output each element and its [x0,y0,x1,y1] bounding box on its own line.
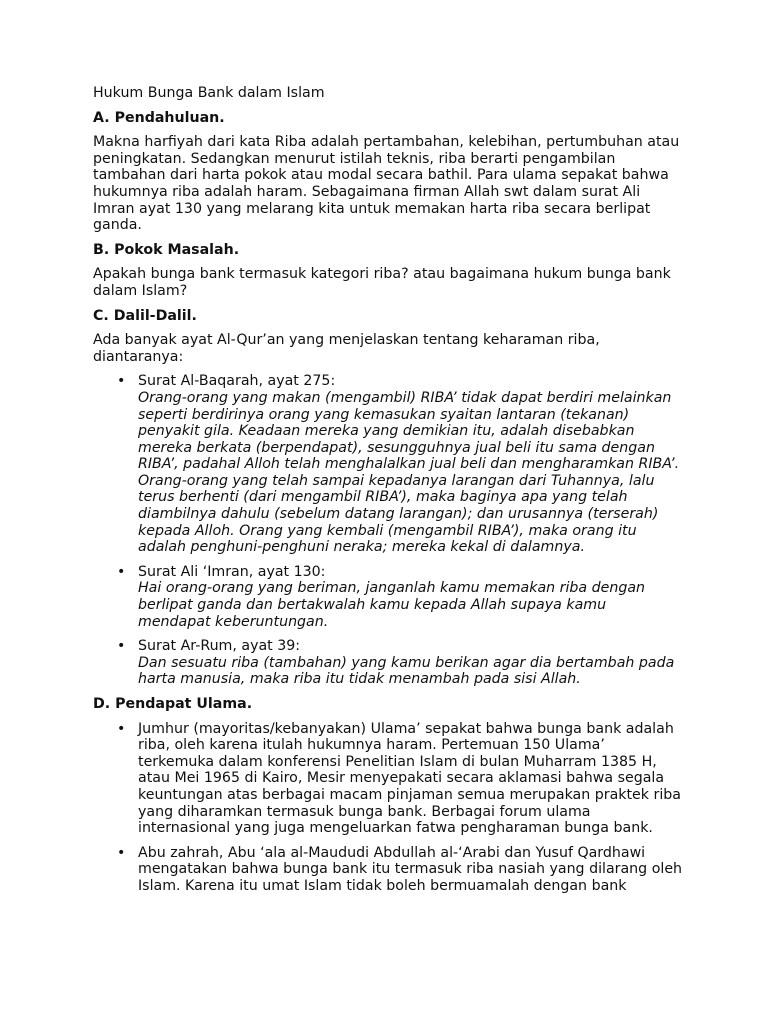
opinion-text: Abu zahrah, Abu ‘ala al-Maududi Abdullah al-‘Arabi dan Yusuf Qardhawi mengatakan bahwa bunga bank itu termasuk riba nasiah yang dilarang oleh Islam. Karena itu umat Islam tidak boleh bermuamalah dengan bank [138,844,683,894]
verse-text: Hai orang-orang yang beriman, janganlah kamu memakan riba dengan berlipat ganda dan bertakwalah kamu kepada Allah supaya kamu mendapat keberuntungan. [138,580,646,630]
section-b-heading: B. Pokok Masalah. [93,241,240,258]
section-c-heading: C. Dalil-Dalil. [93,307,197,324]
bullet-icon: • [117,720,126,737]
section-a-paragraph: Makna harfiyah dari kata Riba adalah pertambahan, kelebihan, pertumbuhan atau peningkatan. Sedangkan menurut istilah teknis, riba berarti pengambilan tambahan dari harta pokok atau modal secara bathil. Para ulama sepakat bahwa hukumnya riba adalah haram. Sebagaimana firman Allah swt dalam surat Ali Imran ayat 130 yang melarang kita untuk memakan harta riba secara berlipat ganda. [93,134,680,234]
section-c-paragraph: Ada banyak ayat Al-Qur’an yang menjelaskan tentang keharaman riba, diantaranya: [93,332,600,365]
list-item-verse [93,373,683,556]
list-item-verse [93,638,683,688]
bullet-icon: • [117,844,126,861]
section-d-heading: D. Pendapat Ulama. [93,696,253,712]
document-page [93,85,683,903]
list-item-verse [93,564,683,630]
opinion-text: Jumhur (mayoritas/kebanyakan) Ulama’ sepakat bahwa bunga bank adalah riba, oleh karena itulah hukumnya haram. Pertemuan 150 Ulama’ terkemuka dalam konferensi Penelitian Islam di bulan Muharram 1385 H, atau Mei 1965 di Kairo, Mesir menyepakati secara aklamasi bahwa segala keuntungan atas berbagai macam pinjaman semua merupakan praktek riba yang diharamkan termasuk bunga bank. Berbagai forum ulama internasional yang juga mengeluarkan fatwa pengharaman bunga bank. [138,720,681,837]
verse-text: Dan sesuatu riba (tambahan) yang kamu berikan agar dia bertambah pada harta manusia, maka riba itu tidak menambah pada sisi Allah. [138,654,675,688]
list-item-opinion [93,721,683,837]
verse-reference: Surat Ali ‘Imran, ayat 130: [138,563,326,580]
bullet-icon: • [117,373,126,390]
section-b-paragraph: Apakah bunga bank termasuk kategori riba? atau bagaimana hukum bunga bank dalam Islam? [93,266,671,299]
verse-reference: Surat Ar-Rum, ayat 39: [138,638,301,655]
verse-list [93,373,683,688]
opinion-list [93,721,683,895]
document-title: Hukum Bunga Bank dalam Islam [93,85,325,101]
verse-reference: Surat Al-Baqarah, ayat 275: [138,373,336,390]
section-a-heading: A. Pendahuluan. [93,109,225,126]
verse-text: Orang-orang yang makan (mengambil) RIBA’ tidak dapat berdiri melainkan seperti berdirinya orang yang kemasukan syaitan lantaran (tekanan) penyakit gila. Keadaan mereka yang demikian itu, adalah disebabkan mereka berkata (berpendapat), sesungguhnya jual beli itu sama dengan RIBA’, padahal Alloh telah menghalalkan jual beli dan mengharamkan RIBA’. Orang-orang yang telah sampai kepadanya larangan dari Tuhannya, lalu terus berhenti (dari mengambil RIBA’), maka baginya apa yang telah diambilnya dahulu (sebelum datang larangan); dan urusannya (terserah) kepada Alloh. Orang yang kembali (mengambil RIBA’), maka orang itu adalah penghuni-penghuni neraka; mereka kekal di dalamnya. [138,389,680,556]
list-item-opinion [93,845,683,895]
bullet-icon: • [117,638,126,655]
bullet-icon: • [117,563,126,580]
